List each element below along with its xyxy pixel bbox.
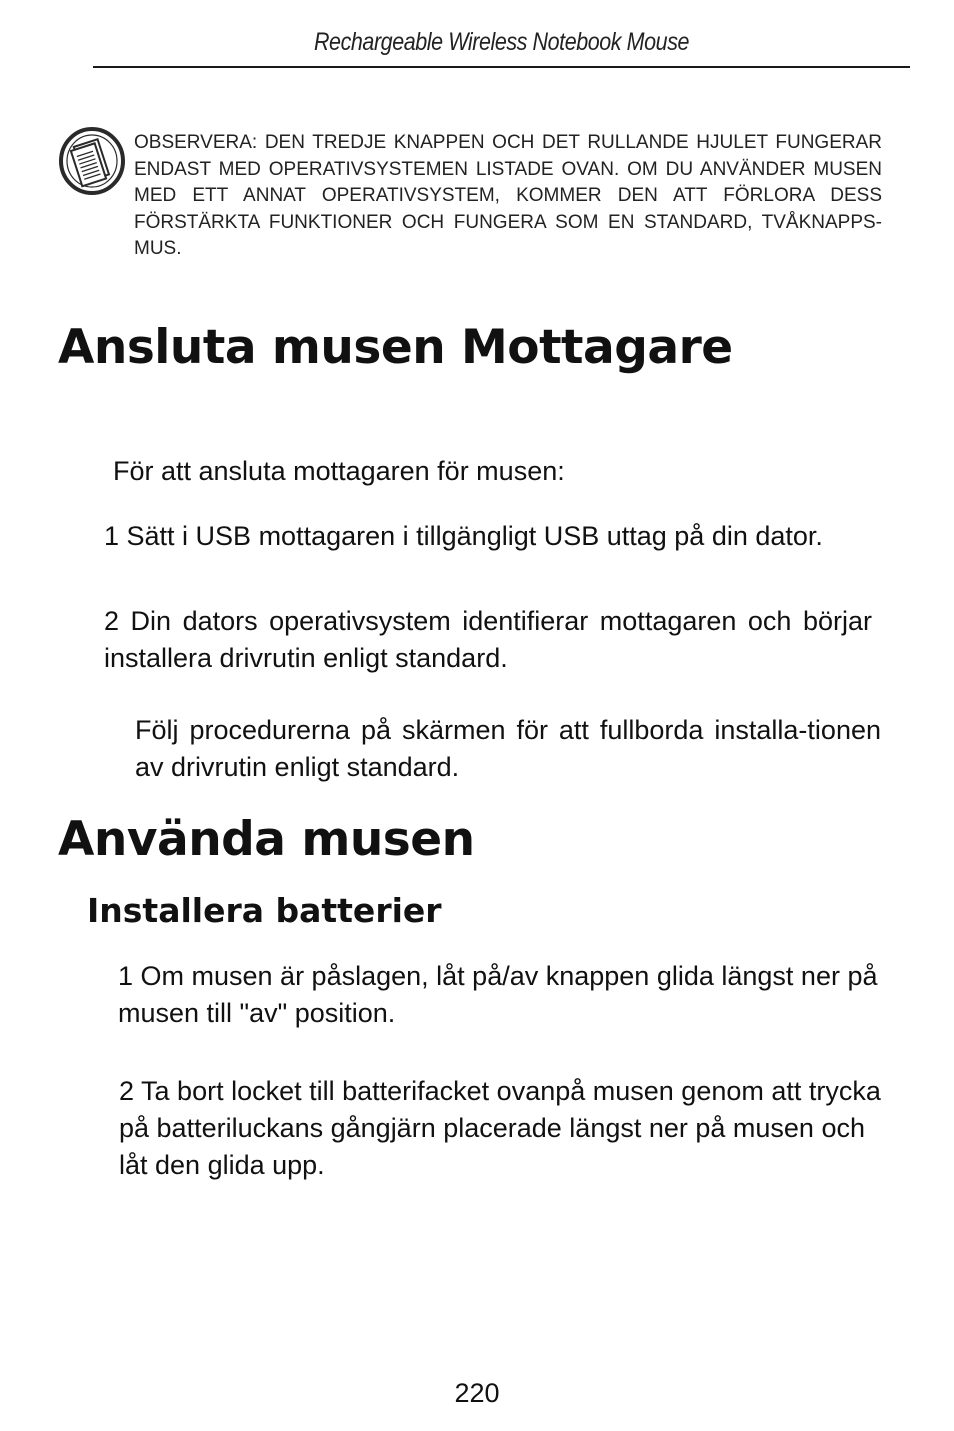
- note-line: OBSERVERA: DEN TREDJE KNAPPEN OCH DET RULLANDE HJULET FUNGERAR: [134, 132, 882, 153]
- battery-step-1: 1 Om musen är påslagen, låt på/av knappen glida längst ner på musen till "av" position.: [118, 961, 878, 1028]
- subheading-install-batteries: Installera batterier: [87, 891, 442, 930]
- connect-intro: För att ansluta mottagaren för musen:: [113, 456, 565, 486]
- page-number: 220: [454, 1378, 500, 1408]
- header-divider: [93, 66, 910, 68]
- note-line: FÖRSTÄRKTA FUNKTIONER OCH FUNGERA SOM EN STANDARD, TVÅKNAPPS-: [134, 211, 882, 233]
- battery-step-2: 2 Ta bort locket till batterifacket ovanpå musen genom att trycka på batteriluckans gångjärn placerade längst ner på musen och låt den glida upp.: [119, 1076, 881, 1180]
- note-line: MUS.: [134, 238, 182, 259]
- note-line: MED ETT ANNAT OPERATIVSYSTEM, KOMMER DEN ATT FÖRLORA DESS: [134, 185, 882, 206]
- header-title: Rechargeable Wireless Notebook Mouse: [313, 28, 690, 56]
- notepad-icon: [58, 126, 126, 196]
- note-text: [134, 130, 882, 263]
- connect-step-2: 2 Din dators operativsystem identifierar mottagaren och börjar installera drivrutin enligt standard.: [104, 606, 872, 673]
- note-line: ENDAST MED OPERATIVSYSTEMEN LISTADE OVAN. OM DU ANVÄNDER MUSEN: [134, 158, 882, 180]
- section-heading-connect-receiver: Ansluta musen Mottagare: [58, 320, 733, 375]
- connect-follow-instructions: Följ procedurerna på skärmen för att fullborda installa-tionen av drivrutin enligt standard.: [135, 715, 881, 782]
- section-heading-use-mouse: Använda musen: [58, 812, 475, 867]
- connect-step-1: 1 Sätt i USB mottagaren i tillgängligt USB uttag på din dator.: [104, 521, 823, 551]
